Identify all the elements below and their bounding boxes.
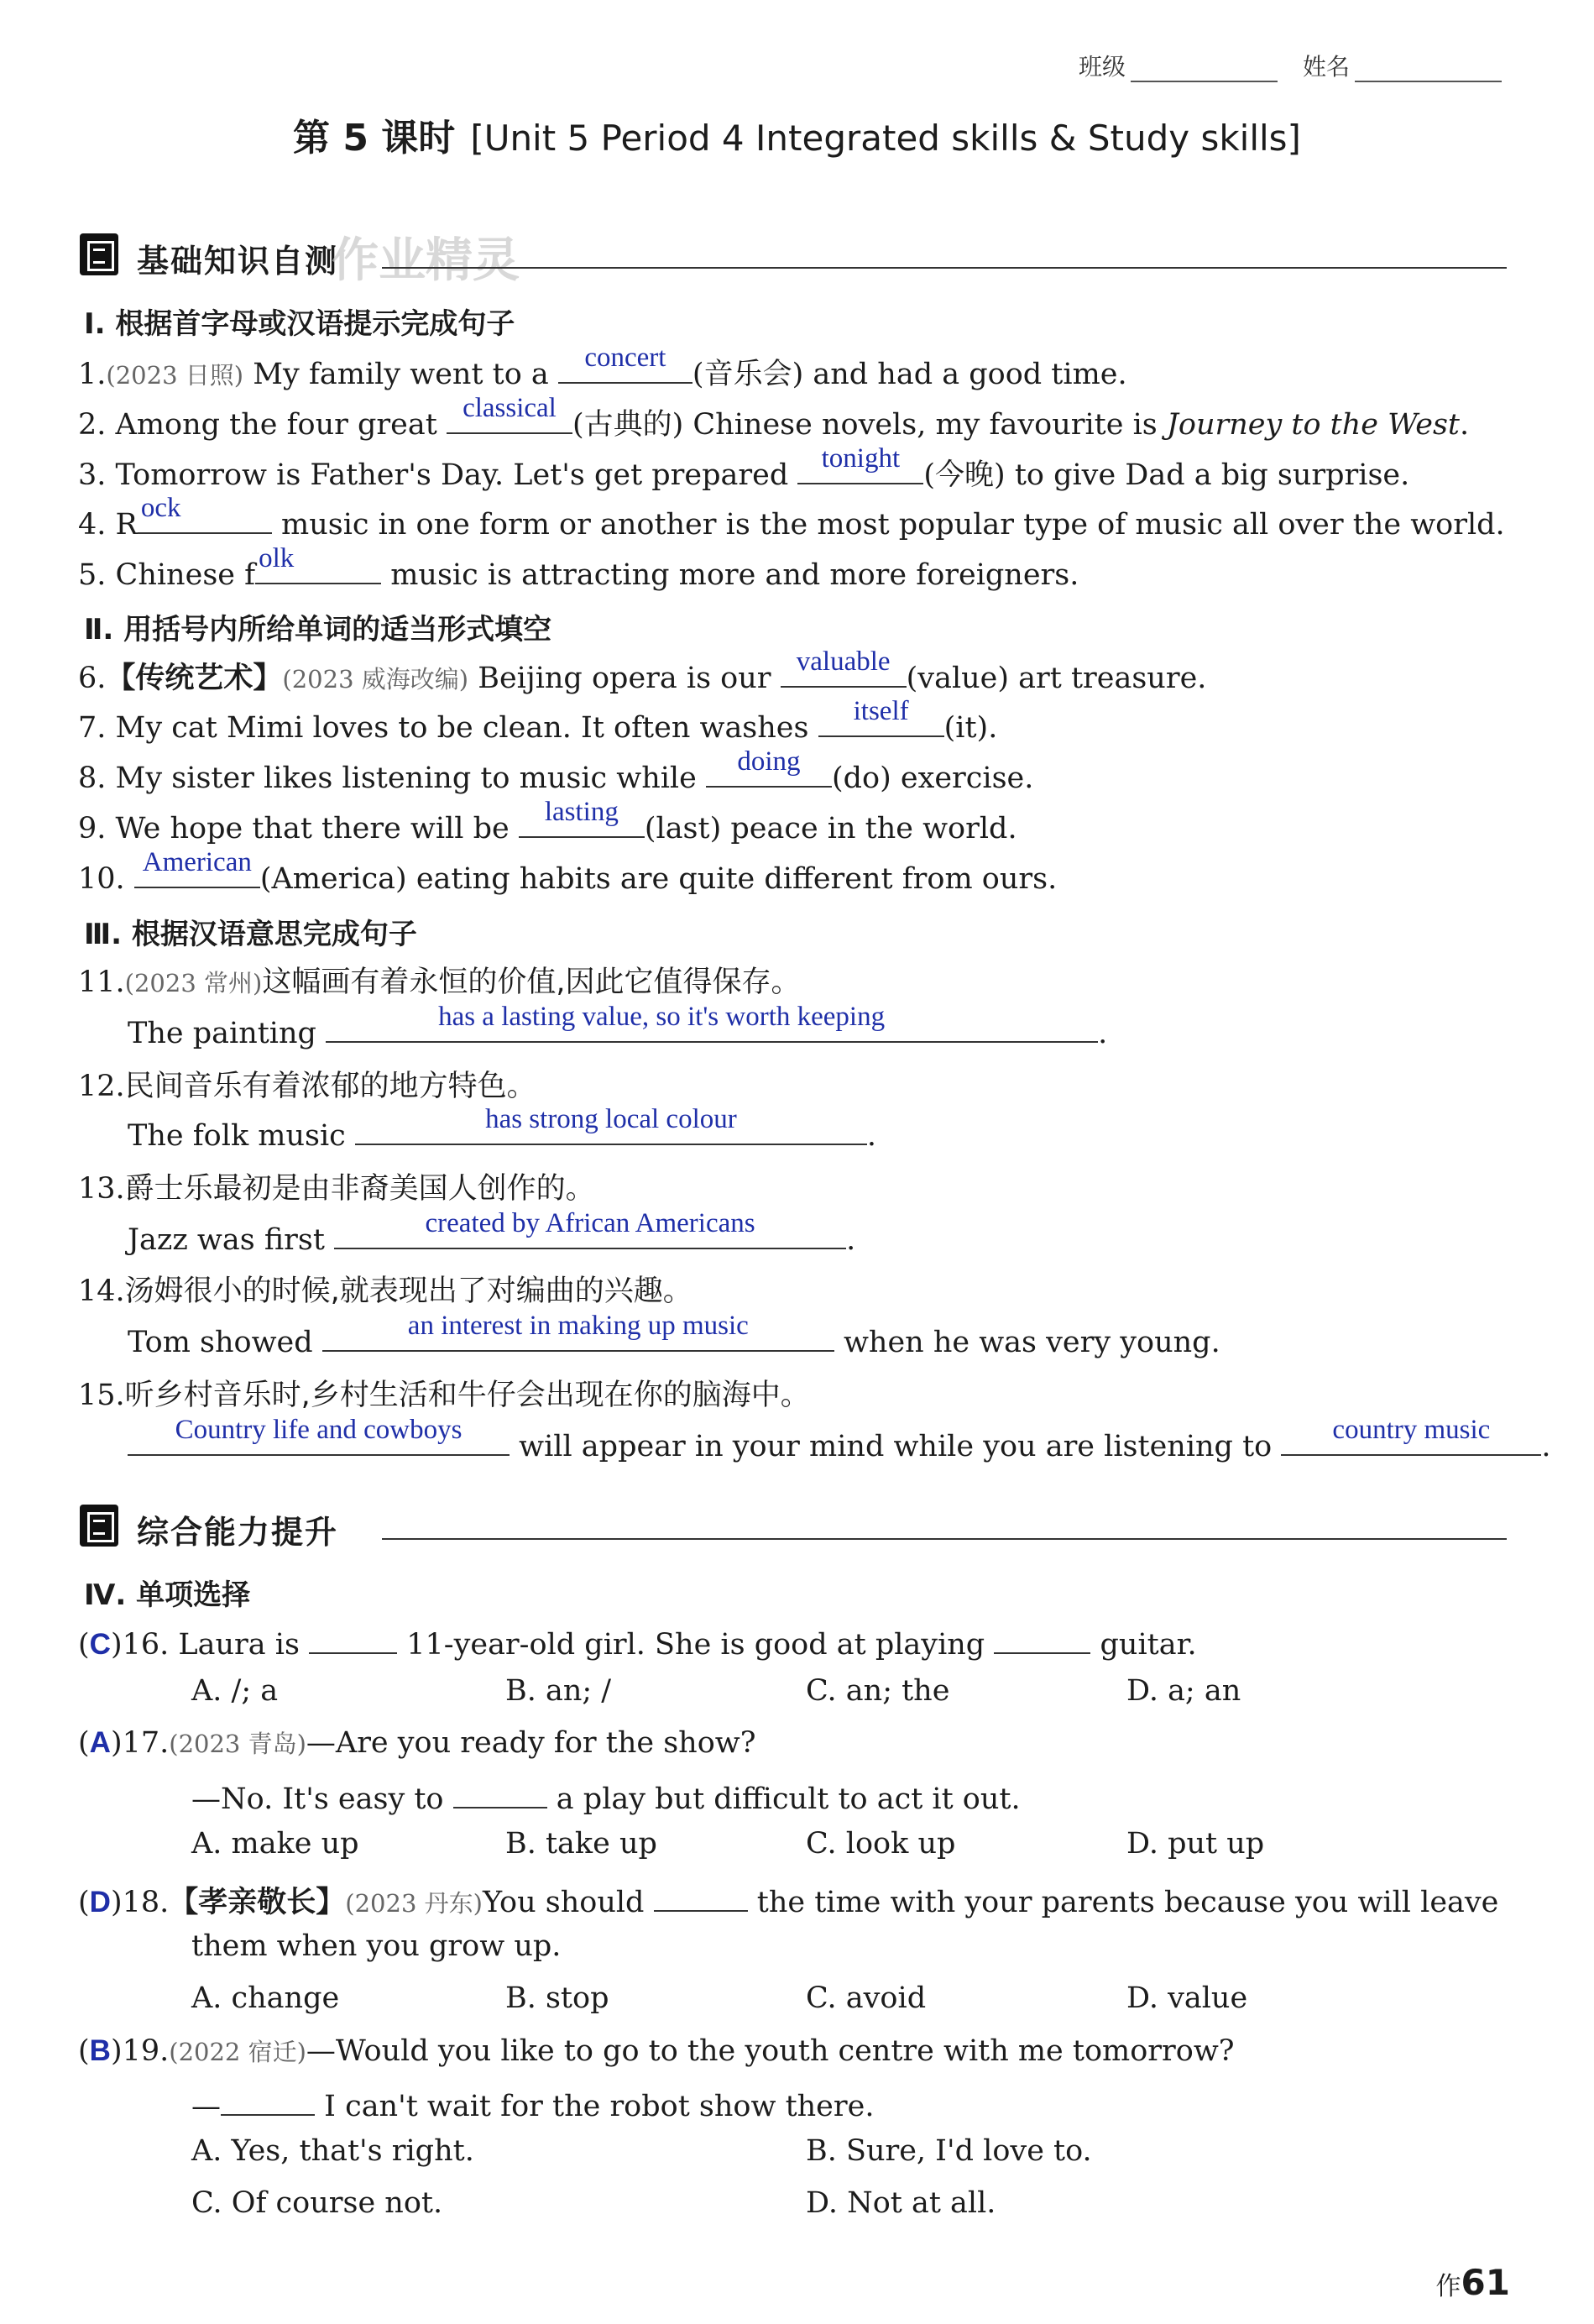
answer-blank[interactable] — [818, 696, 944, 737]
answer-text: tonight — [821, 443, 901, 474]
option-b[interactable]: B. stop — [505, 1981, 609, 2015]
answer-blank[interactable] — [309, 1622, 397, 1654]
answer-blank[interactable] — [453, 1777, 547, 1808]
option-b[interactable]: B. take up — [505, 1827, 657, 1861]
book-title: Journey to the West — [1166, 408, 1460, 442]
divider — [382, 267, 1507, 269]
option-a[interactable]: A. /; a — [191, 1674, 279, 1708]
option-b[interactable]: B. an; / — [505, 1674, 612, 1708]
answer-blank[interactable] — [255, 543, 381, 584]
question-10: 10. American (America) eating habits are quite different from ours. — [78, 847, 1058, 896]
answer-blank[interactable] — [797, 443, 923, 484]
watermark-text: 作业精灵 — [332, 233, 520, 288]
source-tag: (2023 威海改编) — [282, 665, 469, 694]
option-b[interactable]: B. Sure, I'd love to. — [806, 2134, 1092, 2168]
answer-blank[interactable] — [994, 1622, 1090, 1654]
book-icon — [80, 1505, 118, 1547]
answer-text: itself — [853, 696, 909, 726]
section-title: 基础知识自测 — [137, 243, 339, 280]
option-c[interactable]: C. Of course not. — [191, 2186, 443, 2220]
part3-heading: Ⅲ. 根据汉语意思完成句子 — [84, 918, 417, 951]
answer-choice[interactable]: A — [89, 1726, 111, 1759]
answer-blank[interactable] — [781, 646, 907, 688]
answer-text: concert — [584, 343, 666, 373]
question-4: 4. R ock music in one form or another is the most popular type of music all over the world. — [78, 493, 1505, 542]
part2-heading: Ⅱ. 用括号内所给单词的适当形式填空 — [84, 613, 552, 646]
name-label: 姓名 — [1302, 53, 1350, 81]
source-tag: (2023 丹东) — [345, 1889, 483, 1918]
question-13: Jazz was first created by African Americans . — [128, 1208, 856, 1257]
question-3: 3. Tomorrow is Father's Day. Let's get prepared tonight (今晚) to give Dad a big surprise. — [78, 443, 1410, 492]
part4-heading: Ⅳ. 单项选择 — [84, 1578, 251, 1612]
answer-text: has strong local colour — [485, 1104, 737, 1134]
class-field[interactable] — [1131, 60, 1278, 82]
option-d[interactable]: D. value — [1126, 1981, 1248, 2015]
source-tag: (2023 常州) — [124, 969, 263, 997]
question-11-prompt: 11.(2023 常州)这幅画有着永恒的价值,因此它值得保存。 — [78, 966, 801, 999]
answer-blank[interactable] — [706, 746, 832, 788]
answer-blank[interactable] — [134, 847, 260, 888]
answer-choice[interactable]: B — [89, 2034, 111, 2067]
answer-blank[interactable] — [654, 1880, 748, 1912]
question-14: Tom showed an interest in making up music when he was very young. — [128, 1311, 1220, 1359]
source-tag: (2023 青岛) — [169, 1730, 306, 1758]
name-field[interactable] — [1355, 60, 1502, 82]
answer-text: classical — [463, 393, 557, 423]
answer-text: Country life and cowboys — [175, 1415, 463, 1445]
question-12: The folk music has strong local colour . — [128, 1104, 877, 1153]
question-15: Country life and cowboys will appear in your mind while you are listening to country music . — [128, 1424, 1551, 1463]
option-a[interactable]: A. make up — [191, 1827, 359, 1861]
question-6: 6.【传统艺术】(2023 威海改编) Beijing opera is our valuable (value) art treasure. — [78, 646, 1207, 695]
source-tag: (2023 日照) — [106, 361, 244, 390]
divider — [382, 1538, 1507, 1540]
question-15-prompt: 15.听乡村音乐时,乡村生活和牛仔会出现在你的脑海中。 — [78, 1379, 810, 1412]
question-13-prompt: 13.爵士乐最初是由非裔美国人创作的。 — [78, 1172, 595, 1206]
option-d[interactable]: D. Not at all. — [806, 2186, 996, 2220]
answer-blank[interactable] — [221, 2084, 315, 2116]
option-c[interactable]: C. avoid — [806, 1981, 927, 2015]
answer-blank[interactable] — [1281, 1415, 1541, 1456]
page-number: 作61 — [1435, 2262, 1510, 2303]
question-12-prompt: 12.民间音乐有着浓郁的地方特色。 — [78, 1070, 536, 1103]
answer-text: American — [142, 847, 252, 877]
answer-text: olk — [259, 543, 295, 573]
source-tag: (2022 宿迁) — [169, 2038, 306, 2066]
book-icon — [80, 233, 118, 275]
question-18: (D)18.【孝亲敬长】(2023 丹东)You should the time with your parents because you will leave — [78, 1879, 1498, 1921]
topic-tag: 【孝亲敬长】 — [169, 1886, 346, 1919]
answer-blank[interactable] — [322, 1311, 834, 1352]
student-info-fields — [1079, 49, 1502, 82]
question-18-cont: them when you grow up. — [191, 1929, 562, 1963]
question-19-reply: — I can't wait for the robot show there. — [191, 2084, 874, 2123]
section-basic-knowledge — [80, 228, 1507, 288]
question-9: 9. We hope that there will be lasting (last) peace in the world. — [78, 797, 1017, 845]
answer-blank[interactable] — [326, 1002, 1098, 1043]
answer-choice[interactable]: C — [89, 1628, 111, 1661]
question-14-prompt: 14.汤姆很小的时候,就表现出了对编曲的兴趣。 — [78, 1275, 692, 1308]
unit-title: [Unit 5 Period 4 Integrated skills & Study skills] — [470, 118, 1301, 159]
question-2: 2. Among the four great classical (古典的) Chinese novels, my favourite is Journey to the West. — [78, 393, 1470, 442]
answer-blank[interactable] — [138, 493, 272, 534]
section-title: 综合能力提升 — [137, 1514, 339, 1551]
question-7: 7. My cat Mimi loves to be clean. It often washes itself (it). — [78, 696, 998, 745]
answer-text: valuable — [796, 646, 891, 677]
answer-text: country music — [1332, 1415, 1491, 1445]
question-17: (A)17.(2023 青岛)—Are you ready for the show? — [78, 1726, 756, 1760]
page-title — [0, 107, 1594, 161]
option-d[interactable]: D. a; an — [1126, 1674, 1241, 1708]
answer-text: doing — [737, 746, 801, 777]
option-a[interactable]: A. Yes, that's right. — [191, 2134, 474, 2168]
option-c[interactable]: C. look up — [806, 1827, 956, 1861]
answer-text: an interest in making up music — [407, 1311, 749, 1341]
class-label: 班级 — [1078, 53, 1126, 81]
option-d[interactable]: D. put up — [1126, 1827, 1265, 1861]
answer-blank[interactable] — [558, 343, 692, 384]
answer-text: lasting — [544, 797, 619, 827]
lesson-number: 第 5 课时 — [293, 117, 456, 160]
question-1: 1.(2023 日照) My family went to a concert (音乐会) and had a good time. — [78, 343, 1127, 391]
answer-text: created by African Americans — [425, 1208, 755, 1238]
question-5: 5. Chinese f olk music is attracting more and more foreigners. — [78, 543, 1079, 592]
answer-blank[interactable] — [447, 393, 572, 434]
question-19: (B)19.(2022 宿迁)—Would you like to go to the youth centre with me tomorrow? — [78, 2034, 1235, 2068]
answer-blank[interactable] — [519, 797, 645, 838]
question-16: (C)16. Laura is 11-year-old girl. She is good at playing guitar. — [78, 1622, 1197, 1662]
answer-blank[interactable] — [128, 1415, 510, 1456]
answer-choice[interactable]: D — [89, 1886, 111, 1918]
option-c[interactable]: C. an; the — [806, 1674, 950, 1708]
part1-heading: Ⅰ. 根据首字母或汉语提示完成句子 — [84, 307, 515, 341]
option-a[interactable]: A. change — [191, 1981, 340, 2015]
question-11: The painting has a lasting value, so it's worth keeping . — [128, 1002, 1108, 1050]
question-17-reply: —No. It's easy to a play but difficult to act it out. — [191, 1777, 1021, 1816]
topic-tag: 【传统艺术】 — [106, 662, 283, 695]
question-8: 8. My sister likes listening to music while doing (do) exercise. — [78, 746, 1034, 795]
answer-text: ock — [140, 493, 181, 523]
answer-text: has a lasting value, so it's worth keeping — [438, 1002, 886, 1032]
section-comprehensive — [80, 1500, 1507, 1552]
